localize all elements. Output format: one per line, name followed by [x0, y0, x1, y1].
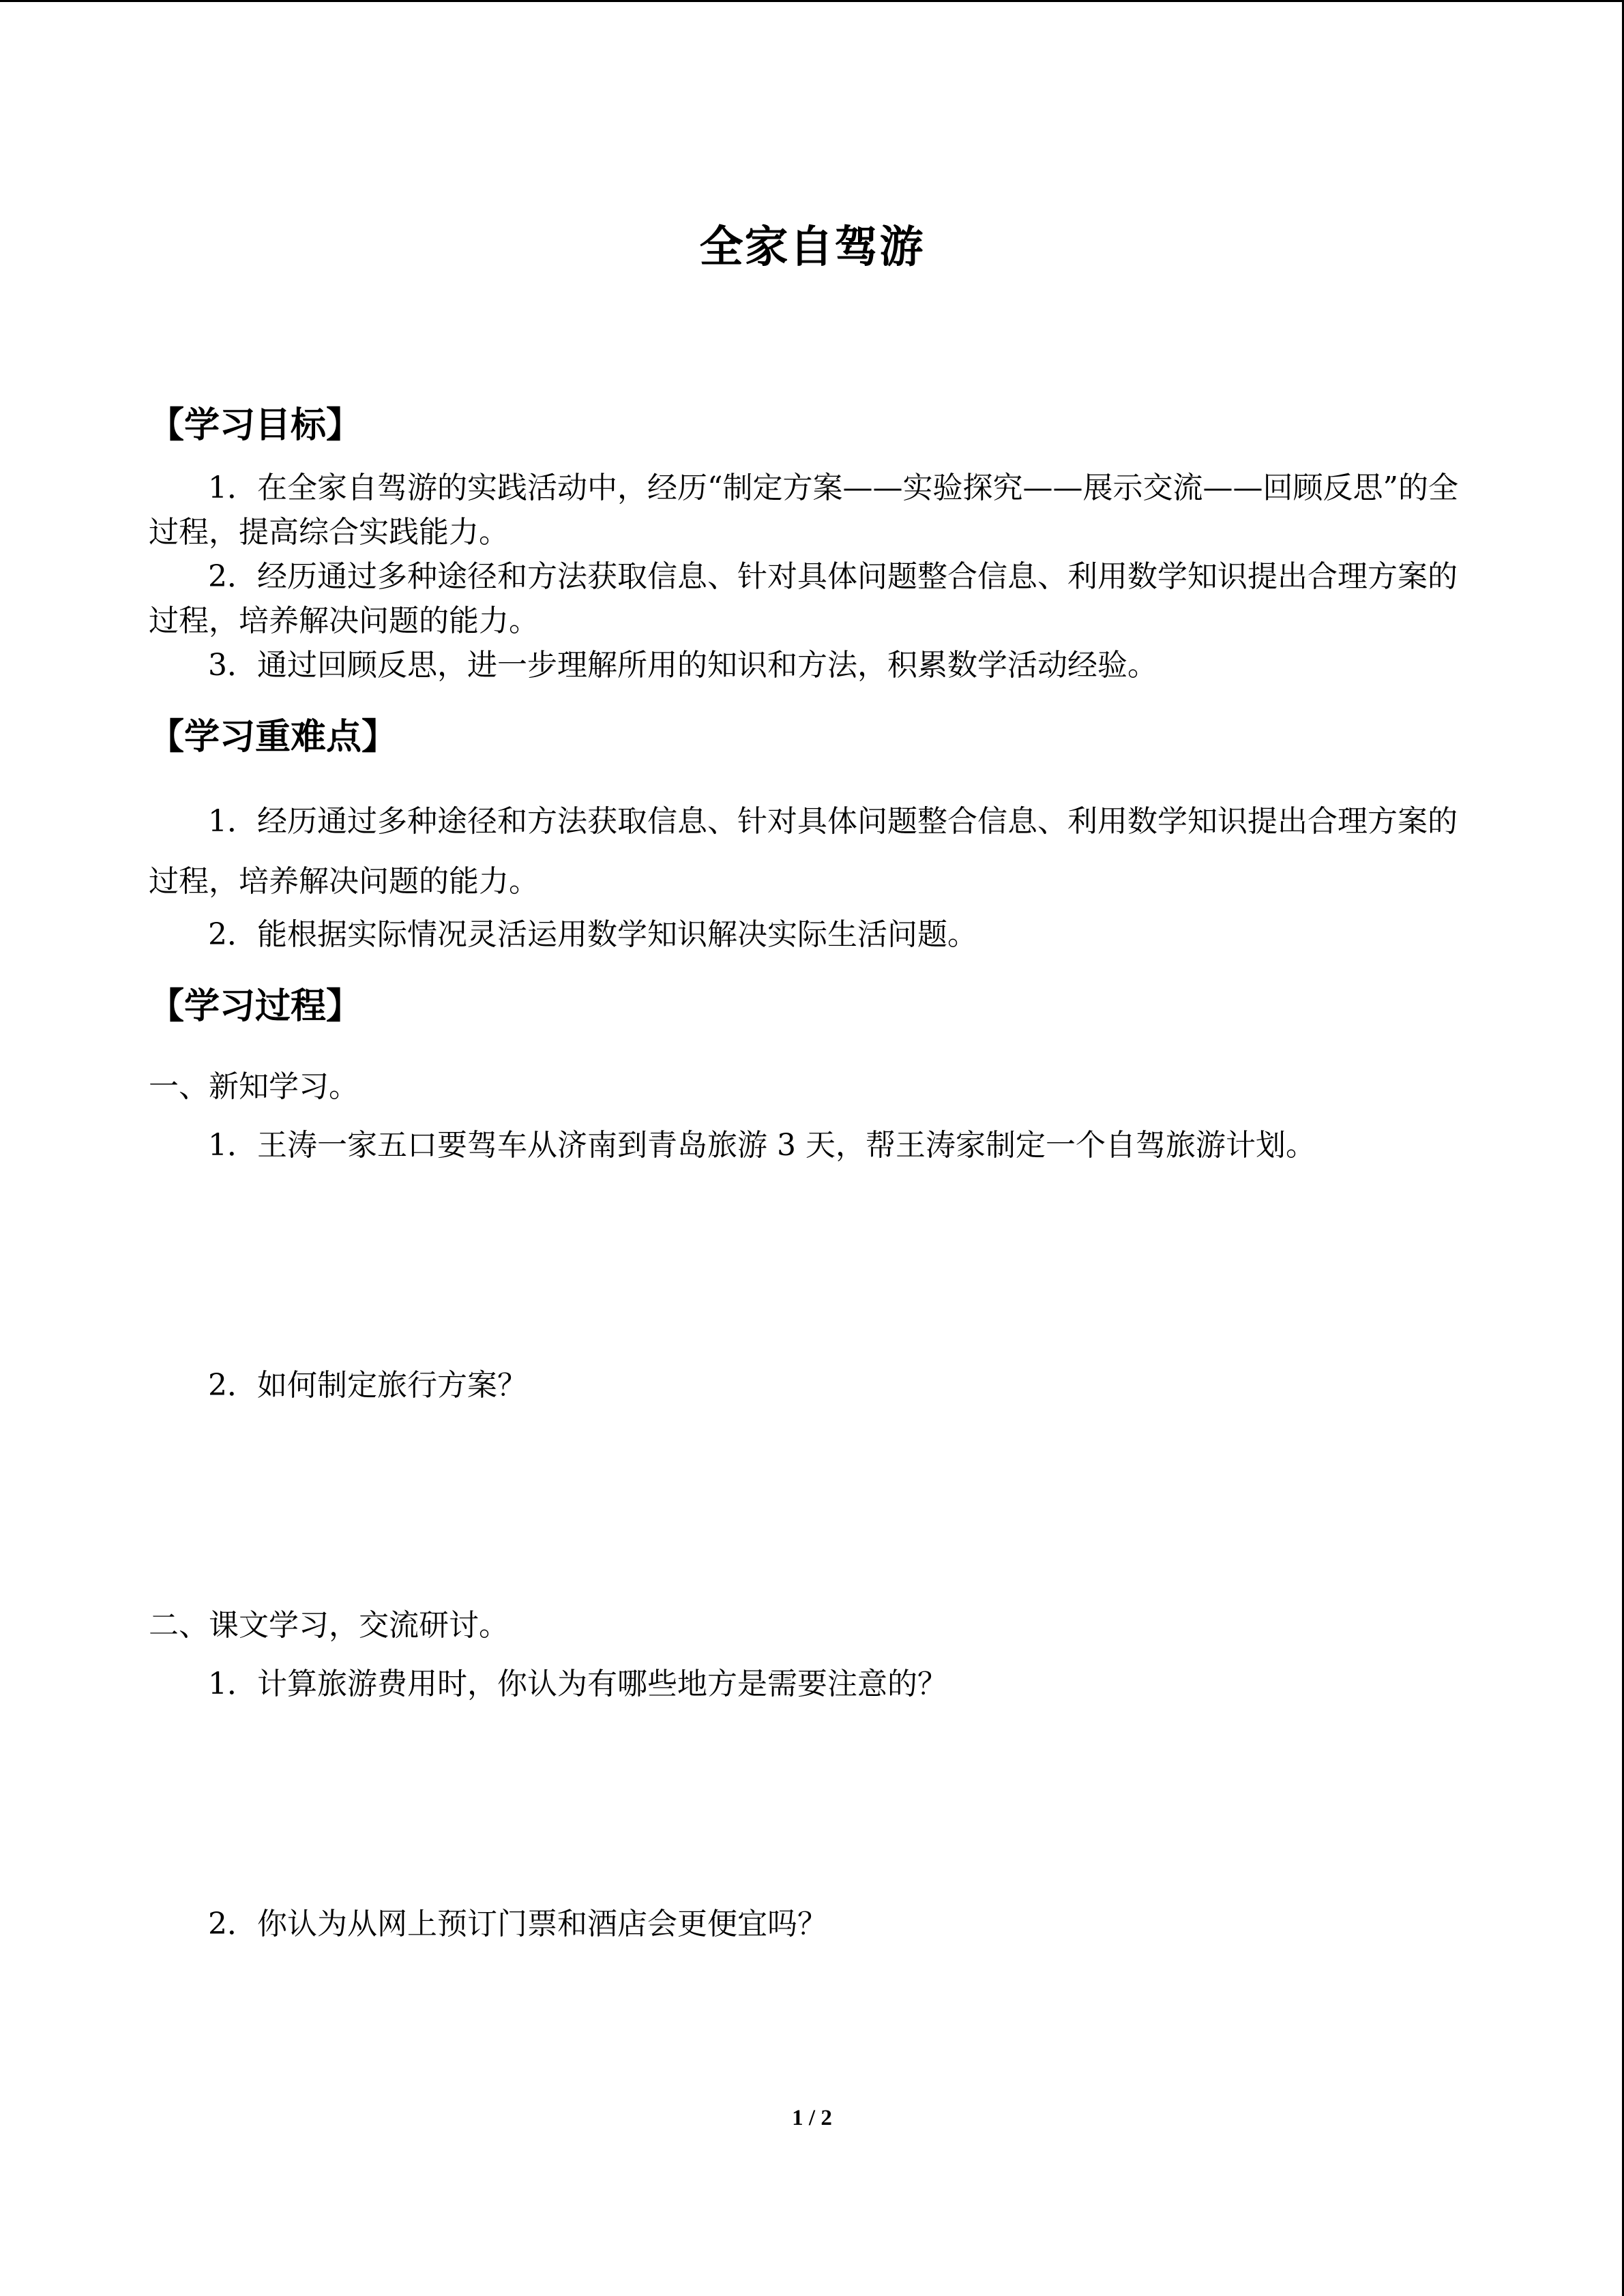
question-how-to-plan: 2．如何制定旅行方案？	[208, 1368, 527, 1403]
objective-item-1: 1．在全家自驾游的实践活动中，经历“制定方案——实验探究——展示交流——回顾反思”的全过程，提高综合实践能力。	[149, 471, 1458, 550]
section-new-knowledge-title: 一、新知学习。	[149, 1069, 359, 1104]
page-title: 全家自驾游	[699, 222, 925, 273]
key-point-item-1: 1．经历通过多种途径和方法获取信息、针对具体问题整合信息、利用数学知识提出合理方案的过程，培养解决问题的能力。	[149, 804, 1458, 899]
key-point-item-2: 2．能根据实际情况灵活运用数学知识解决实际生活问题。	[208, 917, 977, 952]
objective-item-2: 2．经历通过多种途径和方法获取信息、针对具体问题整合信息、利用数学知识提出合理方案的过程，培养解决问题的能力。	[149, 559, 1458, 638]
objectives-heading: 【学习目标】	[149, 405, 362, 446]
question-online-booking: 2．你认为从网上预订门票和酒店会更便宜吗？	[208, 1907, 827, 1941]
question-travel-cost: 1．计算旅游费用时，你认为有哪些地方是需要注意的？	[208, 1667, 947, 1701]
process-heading: 【学习过程】	[149, 986, 362, 1027]
section-lesson-study-title: 二、课文学习，交流研讨。	[149, 1608, 509, 1643]
objective-item-3: 3．通过回顾反思，进一步理解所用的知识和方法，积累数学活动经验。	[208, 648, 1157, 683]
key-points-heading: 【学习重难点】	[149, 717, 398, 758]
question-travel-plan: 1．王涛一家五口要驾车从济南到青岛旅游 3 天，帮王涛家制定一个自驾旅游计划。	[208, 1128, 1316, 1163]
page-number: 1 / 2	[792, 2106, 832, 2130]
